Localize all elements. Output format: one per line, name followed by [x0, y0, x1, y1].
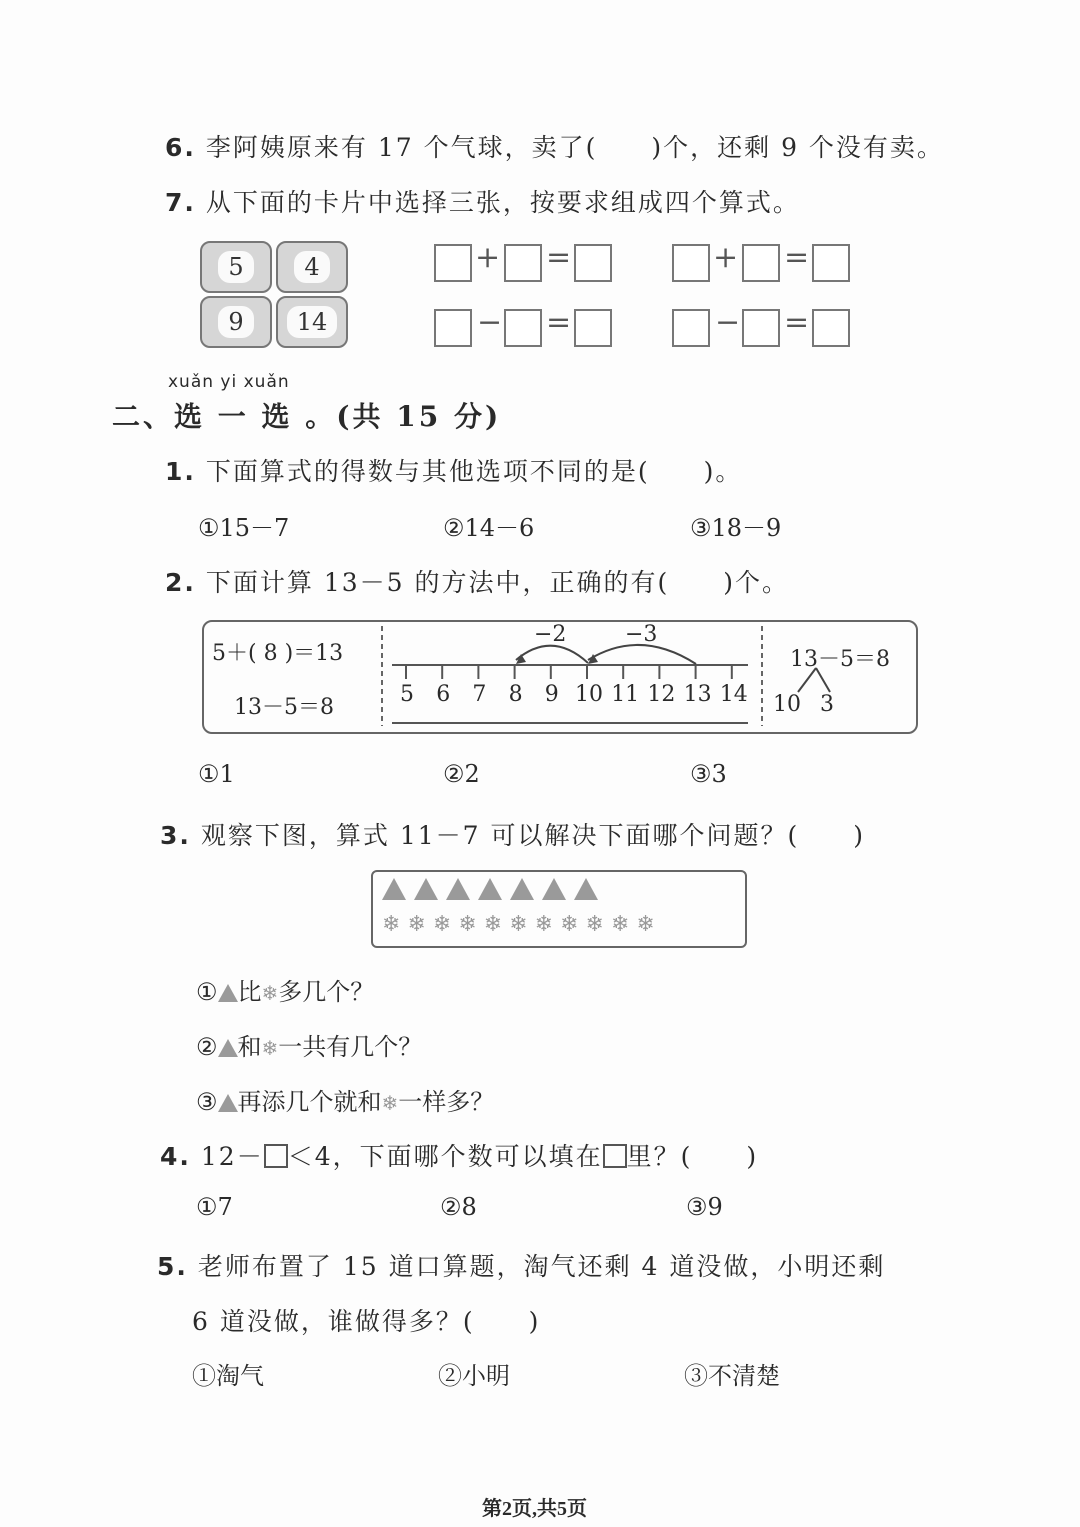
gray-triangle-icon — [414, 878, 438, 900]
method1-line1: 5＋( 8 )＝13 — [212, 641, 344, 666]
question-number: 2. — [165, 568, 196, 597]
option[interactable]: ③ 再添几个就和❄一样多？ — [196, 1088, 495, 1116]
question-3 — [160, 816, 865, 852]
method3-equation: 13－5＝8 — [790, 647, 890, 672]
minus-sign: − — [477, 305, 503, 340]
question-text: 下面计算 13－5 的方法中，正确的有( )个。 — [205, 568, 790, 597]
number-line-label: 5 — [400, 682, 414, 707]
number-line-label: 13 — [683, 682, 712, 707]
snowflake-row — [382, 912, 662, 937]
option[interactable]: ①1 — [198, 760, 235, 788]
number-line-label: 7 — [472, 682, 487, 707]
question-text: 观察下图，算式 11－7 可以解决下面哪个问题？( ) — [200, 821, 866, 850]
option[interactable]: ②14－6 — [443, 514, 535, 542]
snowflake-icon: ❄ — [534, 912, 554, 937]
option[interactable]: ②2 — [443, 760, 480, 788]
question-text: 老师布置了 15 道口算题，淘气还剩 4 道没做，小明还剩 — [197, 1252, 886, 1281]
gray-triangle-icon — [542, 878, 566, 900]
gray-triangle-icon — [478, 878, 502, 900]
gray-triangle-icon — [446, 878, 470, 900]
snowflake-icon: ❄ — [382, 912, 401, 937]
equals-sign: = — [784, 305, 810, 340]
question-number: 1. — [165, 457, 196, 486]
option[interactable]: ③18－9 — [690, 514, 782, 542]
number-line-ticks — [406, 665, 732, 679]
question-number: 5. — [157, 1252, 188, 1281]
blank-box — [603, 1144, 627, 1168]
option[interactable]: ③不清楚 — [684, 1362, 780, 1390]
equals-sign: = — [546, 305, 572, 340]
option[interactable]: ①7 — [196, 1193, 233, 1221]
snowflake-icon: ❄ — [610, 912, 630, 937]
number-card: 4 — [276, 241, 348, 293]
question-number: 6. — [165, 133, 196, 162]
plus-sign: + — [475, 240, 501, 275]
option[interactable]: ② 和❄一共有几个？ — [196, 1033, 423, 1061]
method1-line2: 13－5＝8 — [234, 695, 334, 720]
number-line-label: 6 — [436, 682, 451, 707]
number-card: 9 — [200, 296, 272, 348]
gray-triangle-icon — [218, 984, 238, 1002]
gray-triangle-icon — [574, 878, 598, 900]
triangle-row — [382, 878, 606, 900]
question-number: 4. — [160, 1142, 191, 1171]
number-line-label: 9 — [544, 682, 559, 707]
snowflake-icon: ❄ — [432, 912, 452, 937]
minus-sign: − — [715, 305, 741, 340]
option[interactable]: ①淘气 — [192, 1362, 264, 1390]
question-number: 7. — [165, 188, 196, 217]
question-4: 4. 12－ ＜4，下面哪个数可以填在 里？( ) — [160, 1142, 759, 1171]
plus-sign: + — [713, 240, 739, 275]
option[interactable]: ③3 — [690, 760, 727, 788]
jump-label: −3 — [625, 622, 658, 647]
snowflake-icon: ❄ — [560, 912, 579, 937]
number-card: 14 — [276, 296, 348, 348]
gray-triangle-icon — [218, 1094, 238, 1112]
option[interactable]: ①15－7 — [198, 514, 290, 542]
equals-sign: = — [784, 240, 810, 275]
equals-sign: = — [546, 240, 572, 275]
gray-triangle-icon — [218, 1039, 238, 1057]
snowflake-icon: ❄ — [585, 912, 604, 937]
number-line-label: 12 — [647, 682, 676, 707]
snowflake-icon: ❄ — [407, 912, 426, 937]
jump-label: −2 — [534, 622, 567, 647]
gray-triangle-icon — [382, 878, 406, 900]
question-text: 从下面的卡片中选择三张，按要求组成四个算式。 — [205, 188, 800, 217]
split-part: 3 — [820, 692, 834, 717]
number-line-label: 14 — [719, 682, 748, 707]
question-5 — [157, 1247, 885, 1283]
option[interactable]: ②小明 — [438, 1362, 510, 1390]
gray-triangle-icon — [510, 878, 534, 900]
snowflake-icon: ❄ — [509, 912, 528, 937]
option[interactable]: ① 比❄多几个？ — [196, 978, 375, 1006]
snowflake-icon: ❄ — [636, 912, 655, 937]
snowflake-icon: ❄ — [261, 1036, 279, 1060]
section-heading: 二、选 一 选 。(共 15 分) — [112, 400, 502, 433]
number-line-label: 8 — [508, 682, 523, 707]
page-footer: 第2页,共5页 — [482, 1498, 587, 1520]
snowflake-icon: ❄ — [261, 981, 279, 1005]
number-line-label: 11 — [611, 682, 640, 707]
heading-pinyin: xuǎn yi xuǎn — [168, 372, 290, 392]
number-card: 5 — [200, 241, 272, 293]
question-number: 3. — [160, 821, 191, 850]
snowflake-icon: ❄ — [458, 912, 477, 937]
option[interactable]: ③9 — [686, 1193, 723, 1221]
question-5-line2: 6 道没做，谁做得多？( ) — [192, 1307, 541, 1336]
snowflake-icon: ❄ — [381, 1091, 399, 1115]
option[interactable]: ②8 — [440, 1193, 477, 1221]
number-line-label: 10 — [575, 682, 603, 707]
snowflake-icon: ❄ — [483, 912, 503, 937]
split-part: 10 — [773, 692, 801, 717]
question-text: 下面算式的得数与其他选项不同的是( )。 — [205, 457, 743, 486]
question-text: 李阿姨原来有 17 个气球，卖了( )个，还剩 9 个没有卖。 — [205, 133, 944, 162]
blank-box[interactable] — [264, 1144, 288, 1168]
